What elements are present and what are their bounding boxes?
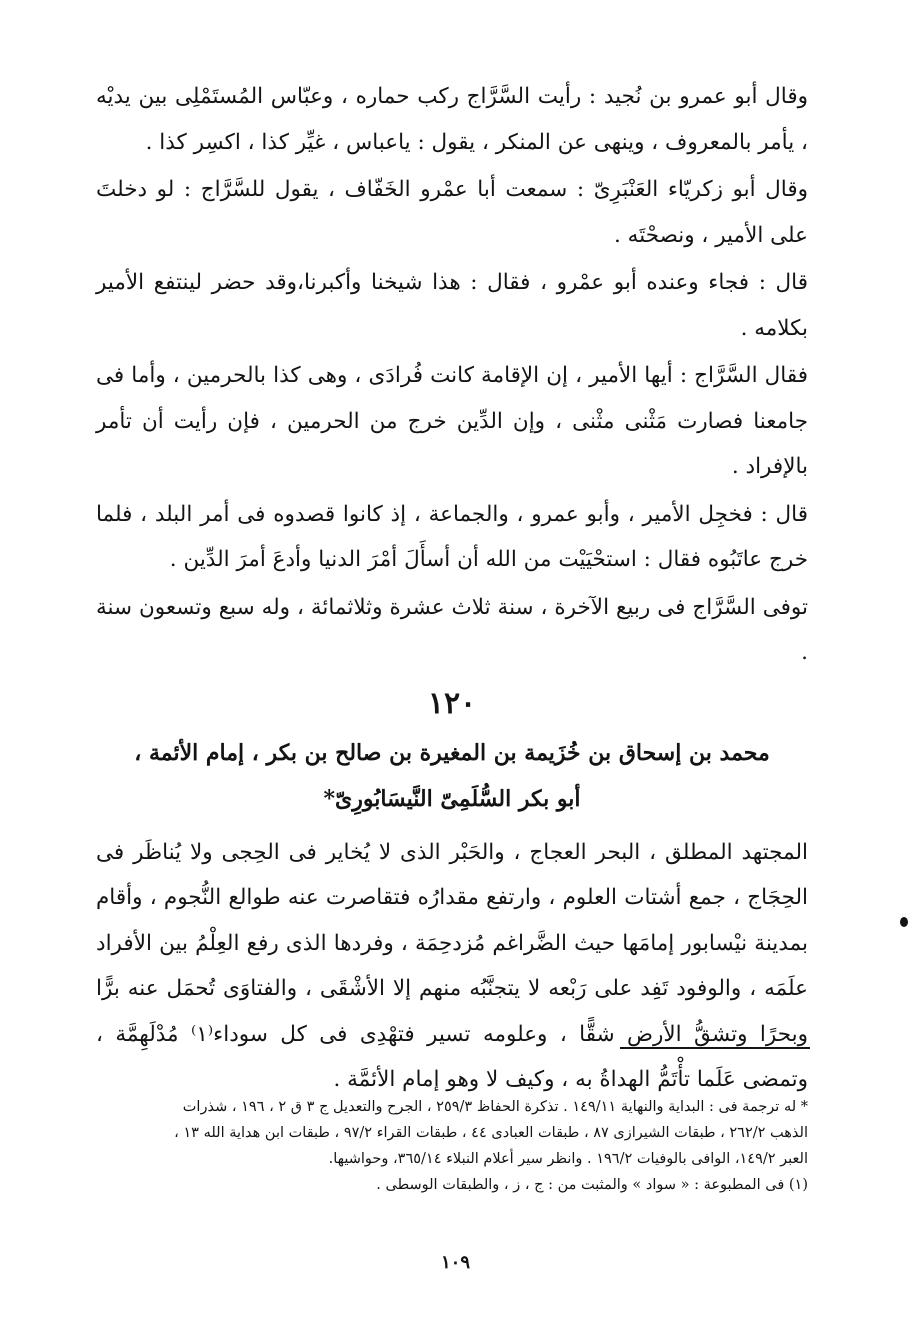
footnote-line-4: (١) فى المطبوعة : « سواد » والمثبت من : ج ، ز ، والطبقات الوسطى . — [376, 1177, 808, 1193]
footnote-line-3: العبر ١٤٩/٢، الوافى بالوفيات ١٩٦/٢ . وانظر سير أعلام النبلاء ٣٦٥/١٤، وحواشيها. — [328, 1151, 808, 1167]
page-number: ١٠٩ — [440, 1252, 470, 1273]
paragraph-3: قال : فجاء وعنده أبو عمْرو ، فقال : هذا شيخنا وأكبرنا،وقد حضر لينتفع الأمير بكلامه . — [96, 270, 808, 341]
paragraph-5: قال : فخجِل الأمير ، وأبو عمرو ، والجماعة ، إذ كانوا قصدوه فى أمر البلد ، فلما خرج عاتَبُوه فقال : استحْيَيْت من الله أن أسأَلَ أمْرَ الدنيا وأدعَ أمرَ الدِّين . — [96, 501, 808, 572]
entry-heading-line-2: أبو بكر السُّلَمِىّ النَّيسَابُورِىّ* — [323, 785, 581, 812]
footnote-line-1: * له ترجمة فى : البداية والنهاية ١٤٩/١١ . تذكرة الحفاظ ٢٥٩/٣ ، الجرح والتعديل ج ٣ ق ٢ ، ١٩٦ ، شذرات — [182, 1099, 808, 1115]
paragraph-4: فقال السَّرَّاج : أيها الأمير ، إن الإقامة كانت فُرادَى ، وهى كذا بالحرمين ، وأما فى جامعنا فصارت مَثْنى مثْنى ، وإن الدِّين خرج من الحرمين ، فإن رأيت أن تأمر بالإفراد . — [96, 363, 808, 479]
entry-number: ١٢٠ — [427, 685, 477, 721]
paragraph-6: توفى السَّرَّاج فى ربيع الآخرة ، سنة ثلاث عشرة وثلاثمائة ، وله سبع وتسعون سنة . — [96, 594, 808, 665]
footnote-divider — [620, 1047, 810, 1049]
page-body — [96, 74, 808, 1105]
footnotes — [104, 1094, 808, 1198]
entry-heading-line-1: محمد بن إسحاق بن خُزَيمة بن المغيرة بن صالح بن بكر ، إمام الأئمة ، — [134, 739, 770, 766]
margin-mark — [900, 917, 908, 927]
paragraph-2: وقال أبو زكريّاء العَنْبَرِىّ : سمعت أبا عمْرو الخَفّاف ، يقول للسَّرَّاج : لو دخلتَ على الأمير ، ونصحْتَه . — [96, 177, 808, 248]
entry-heading — [96, 730, 808, 822]
footnote-line-2: الذهب ٢٦٢/٢ ، طبقات الشيرازى ٨٧ ، طبقات العبادى ٤٤ ، طبقات القراء ٩٧/٢ ، طبقات ابن هداية الله ١٣ ، — [174, 1125, 808, 1141]
paragraph-1: وقال أبو عمرو بن نُجيد : رأيت السَّرَّاج ركب حماره ، وعبّاس المُستَمْلِى بين يديْه ، يأمر بالمعروف ، وينهى عن المنكر ، يقول : ياعباس ، غيِّر كذا ، اكسِر كذا . — [96, 84, 808, 155]
entry-paragraph: المجتهد المطلق ، البحر العجاج ، والحَبْر الذى لا يُخاير فى الحِجى ولا يُناظَر فى الحِجَاج ، جمع أشتات العلوم ، وارتفع مقدارُه فتقاصرت عنه طوالع النُّجوم ، وأقام بمدينة نيْسابور إمامَها حيث الضَّراغم مُزدحِمَة ، وفردها الذى رفع العِلْمُ بين الأفراد علَمَه ، والوفود تَفِد على رَبْعه لا يتجنَّبُه منهم إلا الأشْقَى ، والفتاوَى تُحمَل عنه برًّا وبحرًا وتشقُّ الأرض شقًّا ، وعلومه تسير فتهْدِى فى كل سوداء⁽١⁾ مُدْلَهِمَّة ، وتمضى عَلَما تأْتَمُّ الهداةُ به ، وكيف لا وهو إمام الأئمَّة . — [96, 839, 809, 1092]
